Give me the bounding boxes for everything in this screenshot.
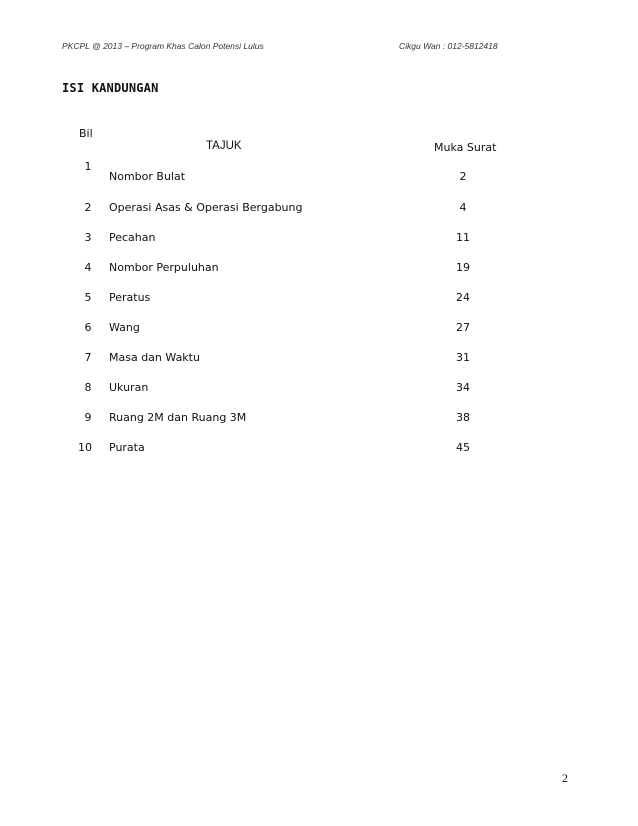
toc-row-number: 4: [84, 261, 92, 274]
toc-row: [0, 321, 638, 337]
toc-row: [0, 231, 638, 247]
toc-row-number: 9: [84, 411, 92, 424]
toc-row-topic: Peratus: [109, 291, 151, 304]
toc-row: [0, 381, 638, 397]
toc-row-page: 31: [456, 351, 470, 364]
toc-row-page: 27: [456, 321, 470, 334]
toc-row-topic: Nombor Bulat: [109, 170, 186, 183]
toc-row-page: 45: [456, 441, 470, 454]
header-contact-text: Cikgu Wan : 012-5812418: [399, 41, 498, 51]
toc-row-topic: Ukuran: [109, 381, 149, 394]
toc-row-number: 3: [84, 231, 92, 244]
toc-row-page: 11: [456, 231, 470, 244]
toc-row-page: 38: [456, 411, 470, 424]
toc-row: [0, 201, 638, 217]
toc-row-topic: Ruang 2M dan Ruang 3M: [109, 411, 247, 424]
toc-row-number: 6: [84, 321, 92, 334]
toc-row-page: 2: [459, 170, 467, 183]
toc-row: [0, 261, 638, 277]
toc-row-topic: Nombor Perpuluhan: [109, 261, 219, 274]
toc-row-topic: Wang: [109, 321, 140, 334]
toc-row-number: 7: [84, 351, 92, 364]
header-program-text: PKCPL @ 2013 – Program Khas Calon Potensi Lulus: [62, 41, 264, 51]
toc-row-page: 34: [456, 381, 470, 394]
toc-row-page: 19: [456, 261, 470, 274]
toc-row: [0, 160, 638, 183]
document-title: ISI KANDUNGAN: [62, 81, 159, 95]
toc-row: [0, 291, 638, 307]
page-number: 2: [562, 771, 568, 785]
toc-row: [0, 351, 638, 367]
toc-row-number: 1: [84, 160, 92, 173]
toc-row-number: 5: [84, 291, 92, 304]
toc-row-topic: Purata: [109, 441, 145, 454]
column-header-tajuk: TAJUK: [206, 140, 242, 152]
toc-row-topic: Pecahan: [109, 231, 156, 244]
column-header-muka-surat: Muka Surat: [434, 141, 497, 154]
toc-row-number: 8: [84, 381, 92, 394]
toc-row-topic: Masa dan Waktu: [109, 351, 200, 364]
toc-row-page: 24: [456, 291, 470, 304]
toc-row-topic: Operasi Asas & Operasi Bergabung: [109, 201, 303, 214]
toc-row-number: 2: [84, 201, 92, 214]
column-header-bil: Bil: [79, 127, 93, 140]
toc-row: [0, 411, 638, 427]
toc-row: [0, 441, 638, 457]
toc-row-page: 4: [459, 201, 467, 214]
toc-row-number: 10: [78, 441, 92, 454]
